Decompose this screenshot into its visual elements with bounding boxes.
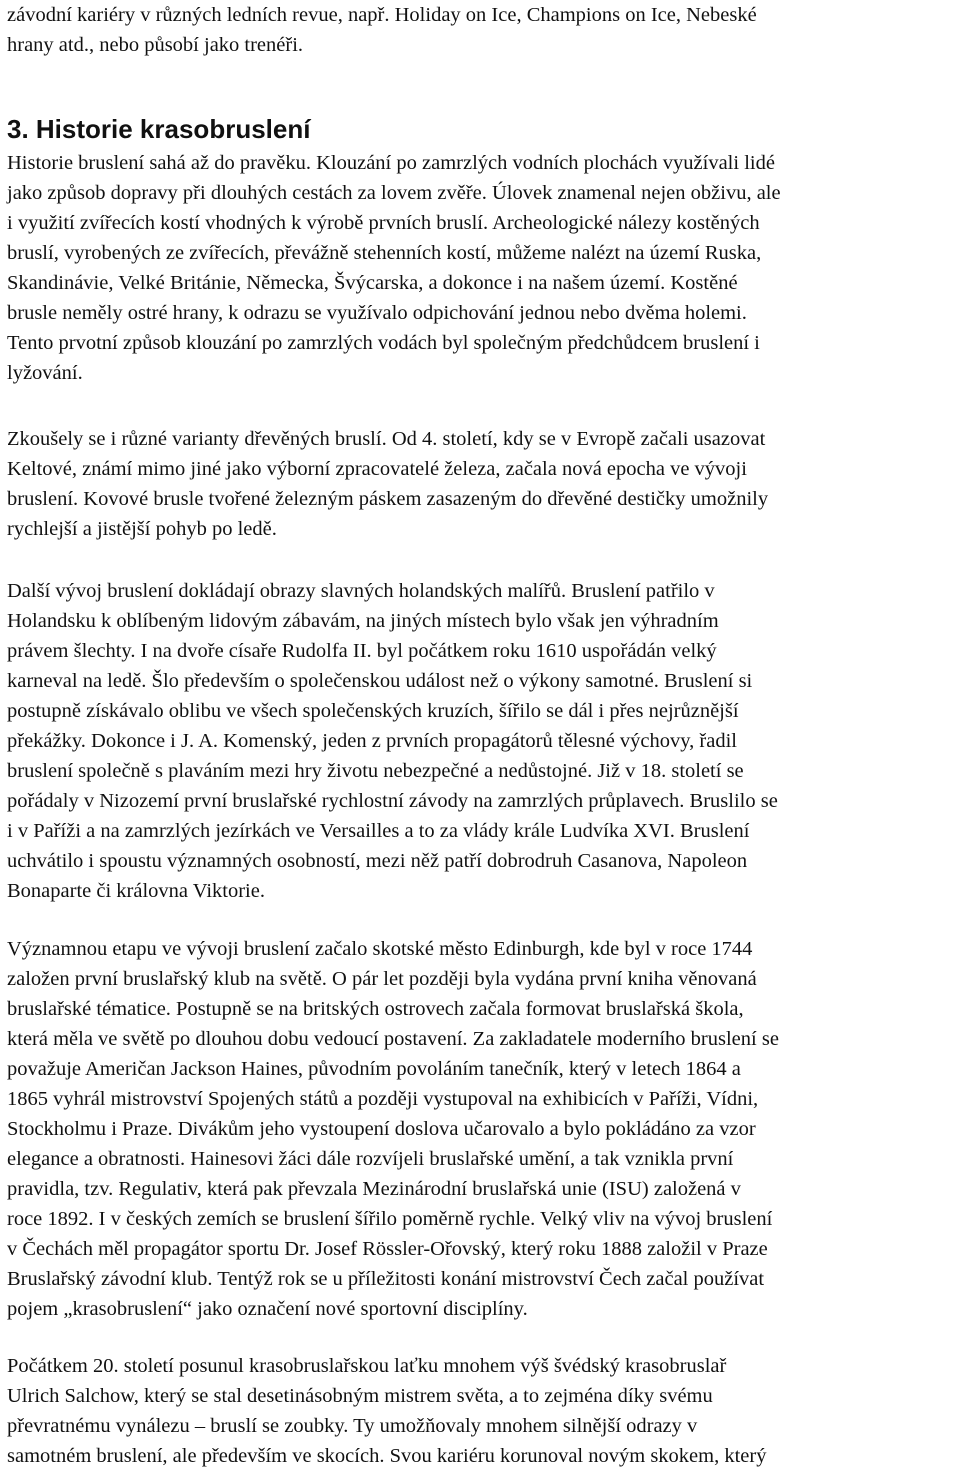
text-line: považuje Američan Jackson Haines, původním povoláním tanečník, který v letech 1864 a (7, 1058, 741, 1080)
text-line: postupně získávalo oblibu ve všech společenských kruzích, šířilo se dál i přes nejrůznější (7, 700, 739, 722)
paragraph-5 (7, 1351, 953, 1471)
text-line: pojem „krasobruslení“ jako označení nové sportovní disciplíny. (7, 1298, 528, 1320)
text-line: pravidla, tzv. Regulativ, která pak převzala Mezinárodní bruslařská unie (ISU) založená v (7, 1178, 741, 1200)
text-line: Další vývoj bruslení dokládají obrazy slavných holandských malířů. Bruslení patřilo v (7, 580, 715, 602)
text-line: založen první bruslařský klub na světě. O pár let později byla vydána první kniha věnovaná (7, 968, 757, 990)
text-line: bruslí, vyrobených ze zvířecích, převážně stehenních kostí, můžeme nalézt na území Ruska, (7, 242, 762, 264)
text-line: Holandsku k oblíbeným lidovým zábavám, na jiných místech bylo však jen výhradním (7, 610, 719, 632)
paragraph-3 (7, 576, 953, 906)
text-line: pořádaly v Nizozemí první bruslařské rychlostní závody na zamrzlých průplavech. Bruslilo se (7, 790, 778, 812)
intro-paragraph (7, 0, 953, 60)
text-line: lyžování. (7, 362, 83, 384)
text-line: rychlejší a jistější pohyb po ledě. (7, 518, 277, 540)
text-line: samotném bruslení, ale především ve skocích. Svou kariéru korunoval novým skokem, který (7, 1445, 767, 1467)
text-line: i v Paříži a na zamrzlých jezírkách ve Versailles a to za vlády krále Ludvíka XVI. Bruslení (7, 820, 750, 842)
paragraph-2 (7, 424, 953, 544)
text-line: Bonaparte či královna Viktorie. (7, 880, 265, 902)
text-line: Počátkem 20. století posunul krasobruslařskou laťku mnohem výš švédský krasobruslař (7, 1355, 727, 1377)
text-line: Bruslařský závodní klub. Tentýž rok se u příležitosti konání mistrovství Čech začal používat (7, 1268, 765, 1290)
text-line: bruslení. Kovové brusle tvořené železným páskem zasazeným do dřevěné destičky umožnily (7, 488, 769, 510)
text-line: závodní kariéry v různých ledních revue, např. Holiday on Ice, Champions on Ice, Nebeské (7, 4, 757, 26)
text-line: Zkoušely se i různé varianty dřevěných bruslí. Od 4. století, kdy se v Evropě začali usazovat (7, 428, 766, 450)
text-line: 1865 vyhrál mistrovství Spojených států a později vystupoval na exhibicích v Paříži, Vídni, (7, 1088, 759, 1110)
text-line: Historie bruslení sahá až do pravěku. Klouzání po zamrzlých vodních plochách využívali lidé (7, 152, 775, 174)
text-line: Ulrich Salchow, který se stal desetinásobným mistrem světa, a to zejména díky svému (7, 1385, 713, 1407)
text-line: převratnému vynálezu – bruslí se zoubky. Ty umožňovaly mnohem silnější odrazy v (7, 1415, 698, 1437)
section-heading: 3. Historie krasobruslení (7, 114, 311, 144)
text-line: brusle neměly ostré hrany, k odrazu se využívalo odpichování jednou nebo dvěma holemi. (7, 302, 747, 324)
text-line: právem šlechty. I na dvoře císaře Rudolfa II. byl počátkem roku 1610 uspořádán velký (7, 640, 717, 662)
text-line: Skandinávie, Velké Británie, Německa, Švýcarska, a dokonce i na našem území. Kostěné (7, 272, 738, 294)
text-line: Významnou etapu ve vývoji bruslení začalo skotské město Edinburgh, kde byl v roce 1744 (7, 938, 753, 960)
text-line: bruslení společně s plaváním mezi hry životu nebezpečné a nedůstojné. Již v 18. století se (7, 760, 744, 782)
paragraph-1 (7, 148, 953, 388)
text-line: Stockholmu i Praze. Divákům jeho vystoupení doslova učarovalo a bylo pokládáno za vzor (7, 1118, 756, 1140)
text-line: v Čechách měl propagátor sportu Dr. Josef Rössler-Ořovský, který roku 1888 založil v Praze (7, 1238, 768, 1260)
text-line: roce 1892. I v českých zemích se bruslení šířilo poměrně rychle. Velký vliv na vývoj bruslení (7, 1208, 773, 1230)
text-line: uchvátilo i spoustu významných osobností, mezi něž patří dobrodruh Casanova, Napoleon (7, 850, 748, 872)
text-line: Keltové, známí mimo jiné jako výborní zpracovatelé železa, začala nová epocha ve vývoji (7, 458, 747, 480)
text-line: překážky. Dokonce i J. A. Komenský, jeden z prvních propagátorů tělesné výchovy, řadil (7, 730, 738, 752)
text-line: bruslařské tématice. Postupně se na britských ostrovech začala formovat bruslařská škola, (7, 998, 744, 1020)
text-line: která měla ve světě po dlouhou dobu vedoucí postavení. Za zakladatele moderního bruslení se (7, 1028, 779, 1050)
text-line: karneval na ledě. Šlo především o společenskou událost než o výkony samotné. Bruslení si (7, 670, 753, 692)
text-line: elegance a obratnosti. Hainesovi žáci dále rozvíjeli bruslařské umění, a tak vznikla první (7, 1148, 734, 1170)
text-line: jako způsob dopravy při dlouhých cestách za lovem zvěře. Úlovek znamenal nejen obživu, ale (7, 182, 781, 204)
text-line: hrany atd., nebo působí jako trenéři. (7, 34, 304, 56)
text-line: Tento prvotní způsob klouzání po zamrzlých vodách byl společným předchůdcem bruslení i (7, 332, 760, 354)
paragraph-4 (7, 934, 953, 1324)
text-line: i využití zvířecích kostí vhodných k výrobě prvních bruslí. Archeologické nálezy kostěných (7, 212, 760, 234)
